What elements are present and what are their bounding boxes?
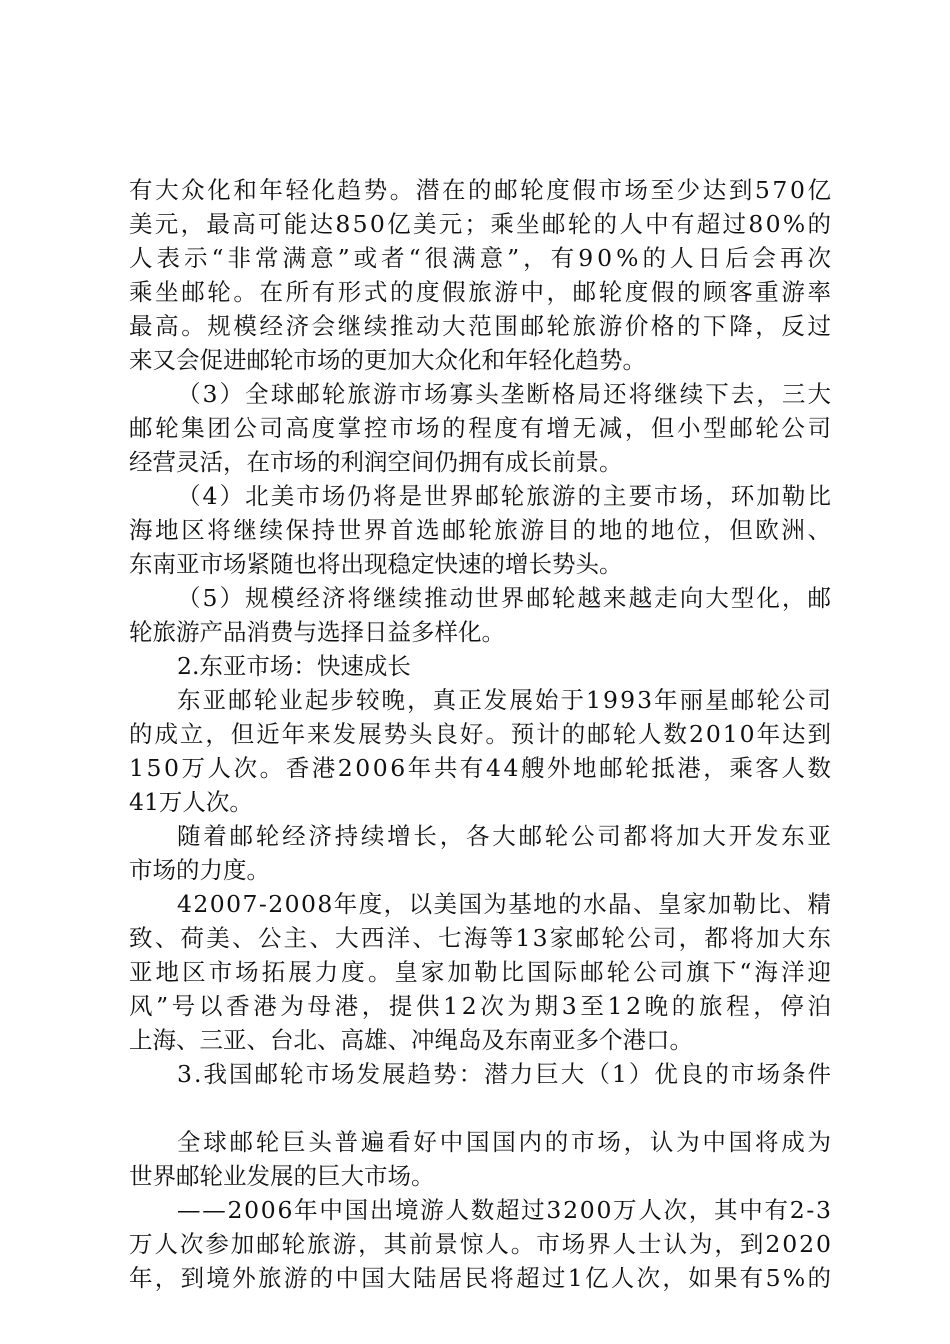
text-line-content: 市场的力度。	[129, 856, 270, 884]
text-line-content: 万人次参加邮轮旅游，其前景惊人。市场界人士认为，到2020	[129, 1230, 833, 1258]
text-line-content: 来又会促进邮轮市场的更加大众化和年轻化趋势。	[129, 346, 646, 374]
text-line-content: 亚地区市场拓展力度。皇家加勒比国际邮轮公司旗下“海洋迎	[129, 958, 835, 986]
text-line	[0, 580, 950, 616]
section-heading	[0, 648, 950, 684]
text-line-content: 风”号以香港为母港，提供12次为期3至12晚的旅程，停泊	[129, 992, 835, 1020]
text-line	[0, 1124, 950, 1160]
text-line-content: （4）北美市场仍将是世界邮轮旅游的主要市场，环加勒比	[177, 482, 834, 510]
text-line	[0, 988, 950, 1024]
text-line-content: 全球邮轮巨头普遍看好中国国内的市场，认为中国将成为	[177, 1128, 834, 1156]
text-line-content: 致、荷美、公主、大西洋、七海等13家邮轮公司，都将加大东	[129, 924, 834, 952]
text-line	[0, 886, 950, 922]
text-line-content: 乘坐邮轮。在所有形式的度假旅游中，邮轮度假的顾客重游率	[129, 278, 834, 306]
section-heading-text: 2.东亚市场：快速成长	[177, 652, 411, 680]
text-line	[0, 342, 950, 378]
text-line	[0, 716, 950, 752]
text-line	[0, 920, 950, 956]
text-line-content: ——2006年中国出境游人数超过3200万人次，其中有2-3	[177, 1196, 833, 1224]
text-line-content: 邮轮集团公司高度掌控市场的程度有增无减，但小型邮轮公司	[129, 414, 834, 442]
text-line	[0, 1022, 950, 1058]
text-line	[0, 444, 950, 480]
text-line	[0, 478, 950, 514]
text-line	[0, 308, 950, 344]
text-line	[0, 614, 950, 650]
text-line-content: 3.我国邮轮市场发展趋势：潜力巨大（1）优良的市场条件	[177, 1060, 834, 1088]
text-line-content: 最高。规模经济会继续推动大范围邮轮旅游价格的下降，反过	[129, 312, 834, 340]
text-line	[0, 1260, 950, 1296]
text-line	[0, 240, 950, 276]
text-line	[0, 1226, 950, 1262]
text-line-content: 上海、三亚、台北、高雄、冲绳岛及东南亚多个港口。	[129, 1026, 693, 1054]
text-line-content: （5）规模经济将继续推动世界邮轮越来越走向大型化，邮	[177, 584, 834, 612]
text-line	[0, 954, 950, 990]
text-line	[0, 172, 950, 208]
text-line-content: 轮旅游产品消费与选择日益多样化。	[129, 618, 505, 646]
text-line	[0, 546, 950, 582]
text-line	[0, 1158, 950, 1194]
text-line	[0, 750, 950, 786]
text-line	[0, 410, 950, 446]
text-line-content: （3）全球邮轮旅游市场寡头垄断格局还将继续下去，三大	[177, 380, 834, 408]
text-line-content: 41万人次。	[129, 788, 253, 816]
text-line	[0, 852, 950, 888]
text-line-content: 150万人次。香港2006年共有44艘外地邮轮抵港，乘客人数	[129, 754, 834, 782]
text-line-content: 海地区将继续保持世界首选邮轮旅游目的地的地位，但欧洲、	[129, 516, 834, 544]
text-line-content: 美元，最高可能达850亿美元；乘坐邮轮的人中有超过80%的	[129, 210, 834, 238]
text-line	[0, 818, 950, 854]
text-line	[0, 376, 950, 412]
text-line-content: 的成立，但近年来发展势头良好。预计的邮轮人数2010年达到	[129, 720, 833, 748]
text-line	[0, 512, 950, 548]
text-line-content: 东亚邮轮业起步较晚，真正发展始于1993年丽星邮轮公司	[177, 686, 834, 714]
text-line	[0, 784, 950, 820]
text-line-content: 经营灵活，在市场的利润空间仍拥有成长前景。	[129, 448, 623, 476]
text-line	[0, 1192, 950, 1228]
text-line-content: 人表示“非常满意”或者“很满意”，有90%的人日后会再次	[129, 244, 835, 272]
text-line	[0, 682, 950, 718]
text-line-content: 东南亚市场紧随也将出现稳定快速的增长势头。	[129, 550, 623, 578]
text-line-content: 年，到境外旅游的中国大陆居民将超过1亿人次，如果有5%的	[129, 1264, 834, 1292]
text-line-content: 随着邮轮经济持续增长，各大邮轮公司都将加大开发东亚	[177, 822, 834, 850]
text-line-content: 世界邮轮业发展的巨大市场。	[129, 1162, 435, 1190]
text-line-content: 42007-2008年度，以美国为基地的水晶、皇家加勒比、精	[177, 890, 833, 918]
text-line-content: 有大众化和年轻化趋势。潜在的邮轮度假市场至少达到570亿	[129, 176, 834, 204]
text-line	[0, 274, 950, 310]
text-line	[0, 206, 950, 242]
text-line	[0, 1056, 950, 1092]
